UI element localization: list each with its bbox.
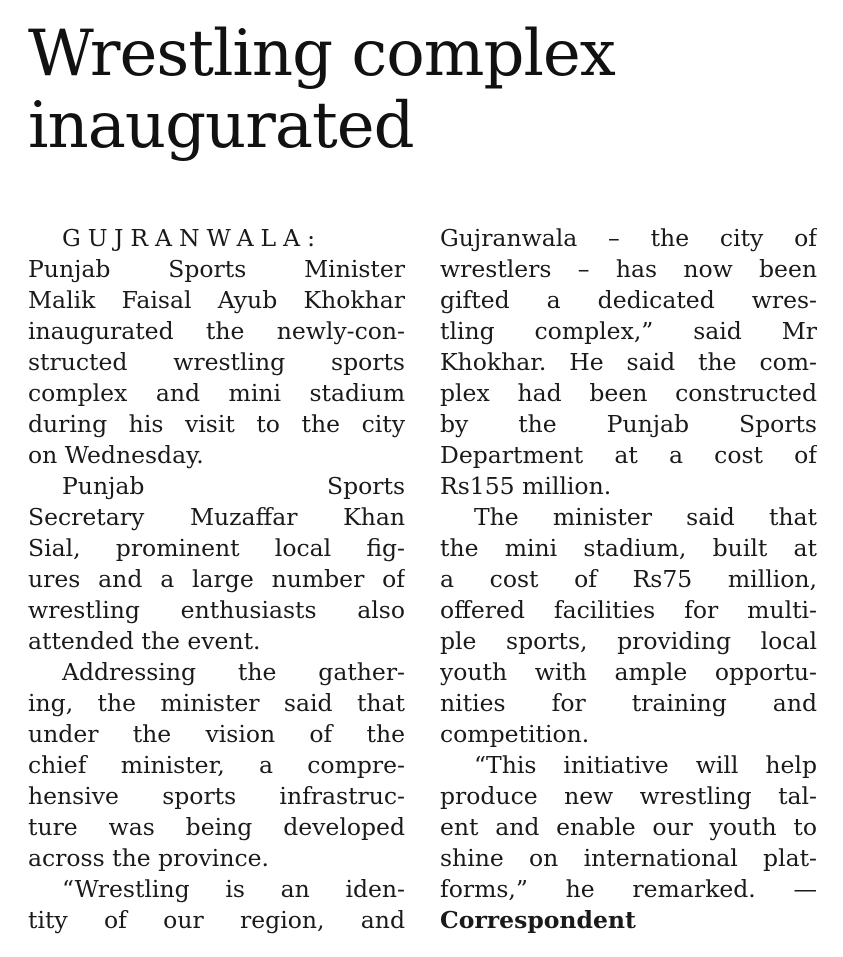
right-column-line: plex had been constructed	[440, 379, 817, 407]
left-column-line: Punjab Sports Minister	[28, 255, 405, 283]
left-column-line: GUJRANWALA:	[62, 224, 323, 252]
left-column-line: complex and mini stadium	[28, 379, 405, 407]
right-column-line: the mini stadium, built at	[440, 534, 817, 562]
right-column-line: nities for training and	[440, 689, 817, 717]
right-column-line: youth with ample opportu-	[440, 658, 817, 686]
right-column-line: ple sports, providing local	[440, 627, 817, 655]
left-column-line: Malik Faisal Ayub Khokhar	[28, 286, 405, 314]
left-column-line: tity of our region, and	[28, 906, 405, 934]
left-column-line: ture was being developed	[28, 813, 405, 841]
left-column-line: across the province.	[28, 844, 269, 872]
headline-line-1: Wrestling complex	[28, 17, 615, 91]
right-column-line: produce new wrestling tal-	[440, 782, 817, 810]
right-column-line: tling complex,” said Mr	[440, 317, 817, 345]
right-column-line: forms,” he remarked. —	[440, 875, 817, 903]
left-column-line: ing, the minister said that	[28, 689, 405, 717]
right-column-line: Department at a cost of	[440, 441, 817, 469]
right-column-line: The minister said that	[474, 503, 817, 531]
right-column-line: wrestlers – has now been	[440, 255, 817, 283]
left-column-line: on Wednesday.	[28, 441, 204, 469]
right-column-line: Rs155 million.	[440, 472, 612, 500]
left-column-line: attended the event.	[28, 627, 261, 655]
left-column-line: Secretary Muzaffar Khan	[28, 503, 405, 531]
left-column-line: chief minister, a compre-	[28, 751, 405, 779]
left-column-line: Addressing the gather-	[62, 658, 405, 686]
right-column-line: Khokhar. He said the com-	[440, 348, 817, 376]
left-column-line: structed wrestling sports	[28, 348, 405, 376]
right-column-line: gifted a dedicated wres-	[440, 286, 817, 314]
right-column-line: competition.	[440, 720, 590, 748]
left-column-line: ures and a large number of	[28, 565, 405, 593]
right-column-line: Gujranwala – the city of	[440, 224, 817, 252]
right-column-line: offered facilities for multi-	[440, 596, 817, 624]
left-column-line: Sial, prominent local fig-	[28, 534, 405, 562]
left-column-line: inaugurated the newly-con-	[28, 317, 405, 345]
article-column-left	[28, 223, 405, 936]
left-column-line: under the vision of the	[28, 720, 405, 748]
right-column-line: a cost of Rs75 million,	[440, 565, 817, 593]
left-column-line: hensive sports infrastruc-	[28, 782, 405, 810]
left-column-line: wrestling enthusiasts also	[28, 596, 405, 624]
right-column-line: shine on international plat-	[440, 844, 817, 872]
left-column-line: during his visit to the city	[28, 410, 405, 438]
headline	[28, 18, 828, 162]
right-column-line: by the Punjab Sports	[440, 410, 817, 438]
headline-line-2: inaugurated	[28, 89, 414, 163]
left-column-line: Punjab Sports	[62, 472, 405, 500]
article-column-right	[440, 223, 817, 936]
right-column-line: ent and enable our youth to	[440, 813, 817, 841]
right-column-line: “This initiative will help	[474, 751, 817, 779]
byline: Correspondent	[440, 906, 636, 934]
left-column-line: “Wrestling is an iden-	[62, 875, 405, 903]
